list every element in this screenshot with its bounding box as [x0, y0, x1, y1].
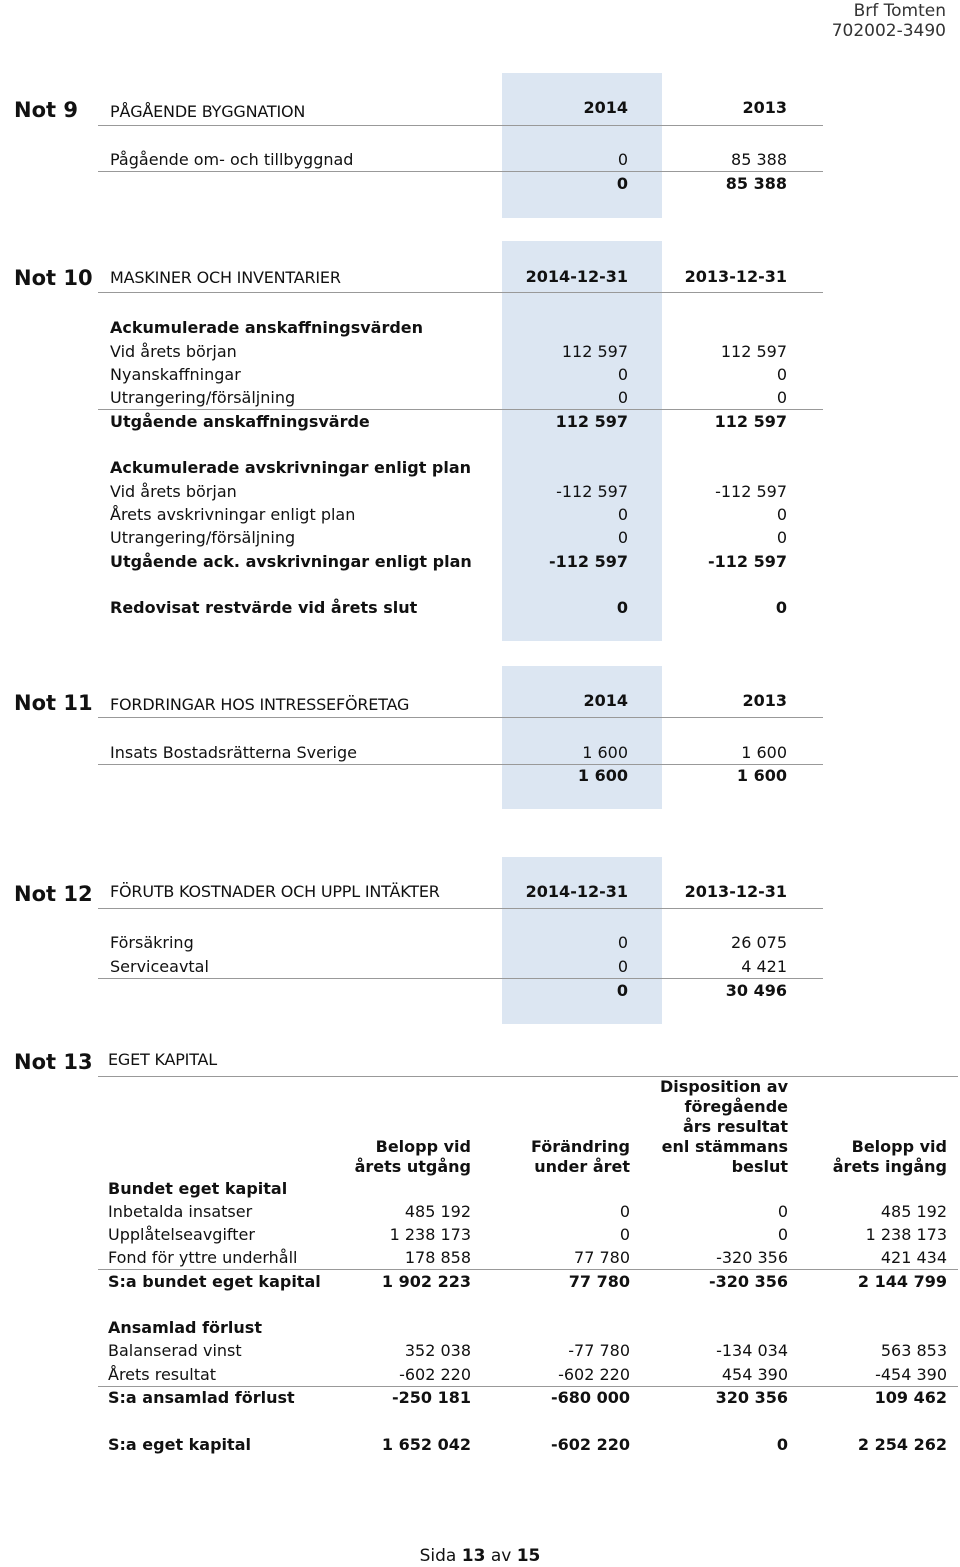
row-value: -602 220 [399, 1365, 471, 1384]
row-label: Årets avskrivningar enligt plan [110, 505, 356, 524]
row-label: Serviceavtal [110, 957, 209, 976]
page-sep: av [490, 1546, 512, 1566]
total-value: 0 [616, 174, 628, 193]
page-number: 13 [461, 1546, 486, 1566]
col-header-closing: Belopp vid årets utgång [354, 1137, 471, 1176]
note-label: Not 10 [14, 266, 93, 290]
row-value: -250 181 [391, 1388, 471, 1407]
row-label: Vid årets början [110, 342, 237, 361]
row-value: 77 780 [568, 1272, 630, 1291]
row-value: 0 [617, 365, 628, 384]
row-value: 77 780 [574, 1248, 630, 1267]
total-value: 1 600 [736, 766, 787, 785]
row-label: Insats Bostadsrätterna Sverige [110, 743, 357, 762]
col-header-disposition: Disposition av föregående års resultat enl stämmans beslut [659, 1077, 788, 1176]
row-label: Fond för yttre underhåll [108, 1248, 298, 1267]
row-value: 112 597 [714, 412, 787, 431]
row-value: 1 238 173 [865, 1225, 947, 1244]
row-value: 0 [777, 1225, 788, 1244]
divider [98, 1386, 958, 1387]
row-value: -602 220 [558, 1365, 630, 1384]
row-label: Nyanskaffningar [110, 365, 241, 384]
row-label: Balanserad vinst [108, 1341, 242, 1360]
note-label: Not 13 [14, 1050, 93, 1074]
row-value: -320 356 [708, 1272, 788, 1291]
divider [98, 1076, 958, 1077]
row-value: 0 [617, 957, 628, 976]
row-value: -112 597 [715, 482, 787, 501]
row-value: 0 [776, 528, 787, 547]
note-title: FÖRUTB KOSTNADER OCH UPPL INTÄKTER [110, 882, 440, 901]
note-title: MASKINER OCH INVENTARIER [110, 268, 341, 287]
total-value: 85 388 [725, 174, 787, 193]
divider [98, 978, 823, 979]
band-not10 [502, 241, 662, 641]
row-value: -134 034 [716, 1341, 788, 1360]
row-label: S:a ansamlad förlust [108, 1388, 295, 1407]
note-label: Not 11 [14, 691, 93, 715]
company-name: Brf Tomten [853, 1, 946, 21]
row-value: 0 [619, 1225, 630, 1244]
row-value: 26 075 [731, 933, 787, 952]
row-value: 2 254 262 [857, 1435, 947, 1454]
org-number: 702002-3490 [831, 21, 946, 41]
row-value: 4 421 [741, 957, 787, 976]
row-value: 485 192 [404, 1202, 471, 1221]
row-value: 0 [617, 150, 628, 169]
divider [98, 1269, 958, 1270]
col-header-1: 2014-12-31 [525, 882, 628, 901]
row-value: -602 220 [550, 1435, 630, 1454]
col-header-1: 2014 [583, 98, 628, 117]
row-value: -320 356 [716, 1248, 788, 1267]
row-value: 0 [777, 1202, 788, 1221]
row-value: 0 [617, 933, 628, 952]
row-value: 1 652 042 [381, 1435, 471, 1454]
col-header-2: 2013 [742, 691, 787, 710]
row-value: 421 434 [880, 1248, 947, 1267]
divider [98, 125, 823, 126]
row-value: 178 858 [404, 1248, 471, 1267]
row-value: 1 600 [741, 743, 787, 762]
page-total: 15 [516, 1546, 541, 1566]
row-value: 0 [616, 598, 628, 617]
group-heading: Bundet eget kapital [108, 1179, 288, 1198]
row-value: 112 597 [555, 412, 628, 431]
row-value: 112 597 [561, 342, 628, 361]
divider [98, 717, 823, 718]
note-title: EGET KAPITAL [108, 1050, 217, 1069]
row-value: -112 597 [707, 552, 787, 571]
row-value: 85 388 [731, 150, 787, 169]
row-value: 454 390 [721, 1365, 788, 1384]
row-value: 2 144 799 [857, 1272, 947, 1291]
row-value: 0 [619, 1202, 630, 1221]
row-label: S:a bundet eget kapital [108, 1272, 321, 1291]
row-value: 1 902 223 [381, 1272, 471, 1291]
row-value: 0 [776, 1435, 788, 1454]
row-label: Inbetalda insatser [108, 1202, 253, 1221]
divider [98, 908, 823, 909]
note-label: Not 12 [14, 882, 93, 906]
row-label: Försäkring [110, 933, 194, 952]
row-value: -112 597 [548, 552, 628, 571]
row-label: Upplåtelseavgifter [108, 1225, 255, 1244]
col-header-1: 2014 [583, 691, 628, 710]
row-value: -680 000 [550, 1388, 630, 1407]
note-title: FORDRINGAR HOS INTRESSEFÖRETAG [110, 695, 410, 714]
band-not11 [502, 666, 662, 809]
col-header-2: 2013 [742, 98, 787, 117]
page-footer [0, 1546, 960, 1566]
total-value: 1 600 [577, 766, 628, 785]
col-header-opening: Belopp vid årets ingång [832, 1137, 947, 1176]
row-label: Årets resultat [108, 1365, 217, 1384]
divider [98, 292, 823, 293]
row-value: 0 [776, 388, 787, 407]
row-value: 320 356 [715, 1388, 788, 1407]
row-value: 112 597 [720, 342, 787, 361]
page-prefix: Sida [419, 1546, 457, 1566]
col-header-change: Förändring under året [530, 1137, 630, 1176]
group-heading: Ackumulerade avskrivningar enligt plan [110, 458, 472, 477]
row-value: 352 038 [404, 1341, 471, 1360]
col-header-2: 2013-12-31 [684, 882, 787, 901]
row-label: Pågående om- och tillbyggnad [110, 150, 354, 169]
row-label: Utgående anskaffningsvärde [110, 412, 370, 431]
row-value: 0 [617, 528, 628, 547]
group-heading: Ansamlad förlust [108, 1318, 262, 1337]
row-value: 0 [775, 598, 787, 617]
row-label: Redovisat restvärde vid årets slut [110, 598, 418, 617]
row-label: Utgående ack. avskrivningar enligt plan [110, 552, 472, 571]
row-value: 0 [776, 365, 787, 384]
group-heading: Ackumulerade anskaffningsvärden [110, 318, 424, 337]
band-not9 [502, 73, 662, 218]
row-label: Utrangering/försäljning [110, 528, 296, 547]
row-value: -77 780 [568, 1341, 630, 1360]
row-value: 109 462 [874, 1388, 947, 1407]
total-value: 30 496 [725, 981, 787, 1000]
col-header-1: 2014-12-31 [525, 267, 628, 286]
row-label: S:a eget kapital [108, 1435, 251, 1454]
row-value: 0 [617, 505, 628, 524]
row-label: Vid årets början [110, 482, 237, 501]
row-value: 563 853 [880, 1341, 947, 1360]
row-value: 0 [776, 505, 787, 524]
total-value: 0 [616, 981, 628, 1000]
note-label: Not 9 [14, 98, 78, 122]
row-label: Utrangering/försäljning [110, 388, 296, 407]
note-title: PÅGÅENDE BYGGNATION [110, 102, 306, 121]
row-value: -454 390 [875, 1365, 947, 1384]
divider [98, 409, 823, 410]
row-value: 1 600 [582, 743, 628, 762]
row-value: 0 [617, 388, 628, 407]
divider [98, 171, 823, 172]
divider [98, 764, 823, 765]
col-header-2: 2013-12-31 [684, 267, 787, 286]
row-value: 1 238 173 [389, 1225, 471, 1244]
row-value: -112 597 [556, 482, 628, 501]
row-value: 485 192 [880, 1202, 947, 1221]
